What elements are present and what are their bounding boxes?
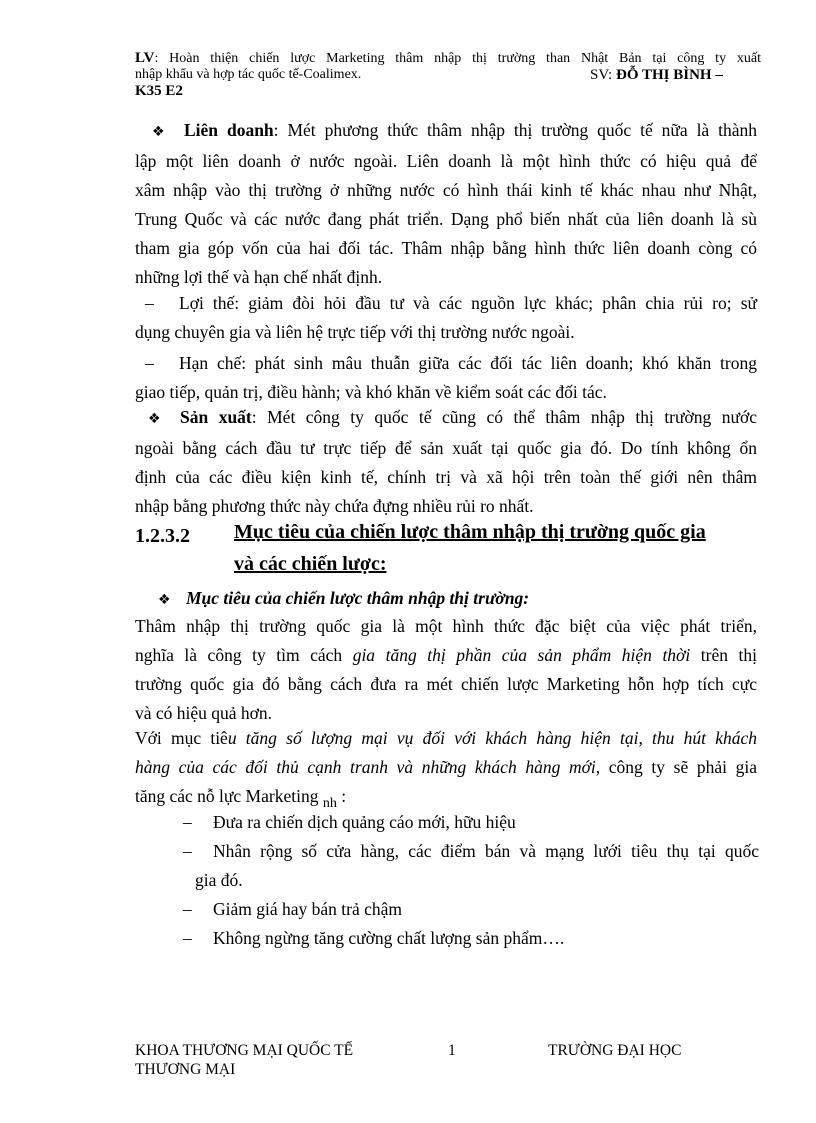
header-lv-label: LV bbox=[135, 50, 155, 66]
section-heading-title bbox=[234, 518, 764, 579]
para2-line-2-post: , công ty sẽ phải gia bbox=[595, 757, 757, 777]
han-che-line-1 bbox=[135, 349, 757, 378]
lien-doanh-line-3: xâm nhập vào thị trường ở những nước có hình thái kinh tế khác nhau như Nhật, bbox=[135, 180, 757, 200]
dash-bullet: – bbox=[183, 899, 192, 919]
footer-faculty-cont: THƯƠNG MẠI bbox=[135, 1061, 236, 1078]
para2-line-3-pre: tăng các nỗ lực Marketing bbox=[135, 786, 319, 806]
header-title-part1: : Hoàn thiện chiến lược Marketing thâm nhập thị trường than Nhật Bản tại công ty xuất bbox=[154, 51, 761, 66]
lien-doanh-term: Liên doanh bbox=[184, 120, 274, 140]
footer-right: TRƯỜNG ĐẠI HỌC bbox=[548, 1042, 682, 1059]
section-san-xuat bbox=[135, 403, 757, 521]
heading-line-2: và các chiến lược: bbox=[234, 553, 387, 575]
dash-bullet: – bbox=[145, 293, 154, 313]
list-item-continuation: gia đó. bbox=[195, 870, 243, 890]
para2-line-3-post: : bbox=[341, 786, 347, 806]
lien-doanh-line-5: tham gia góp vốn của hai đối tác. Thâm nhập bằng hình thức liên doanh còng có bbox=[135, 238, 757, 258]
diamond-bullet-icon: ❖ bbox=[158, 592, 171, 608]
para1-line-3: trường quốc gia đó bằng cách đưa ra mét chiến lược Marketing hỗn hợp tích cực bbox=[135, 674, 757, 694]
dash-bullet: – bbox=[183, 812, 192, 832]
subheading-text: Mục tiêu của chiến lược thâm nhập thị trường: bbox=[186, 588, 530, 608]
san-xuat-line-4: nhập bằng phương thức này chứa đựng nhiều rủi ro nhất. bbox=[135, 496, 534, 516]
list-item bbox=[183, 924, 759, 953]
para1-line-2-pre: nghĩa là công ty tìm cách bbox=[135, 645, 353, 665]
lien-doanh-line-6: những lợi thế và hạn chế nhất định. bbox=[135, 267, 383, 287]
header-student bbox=[590, 67, 723, 83]
dash-bullet: – bbox=[145, 353, 154, 373]
section-heading-number: 1.2.3.2 bbox=[135, 525, 190, 547]
header-line-2 bbox=[135, 67, 761, 83]
section-han-che bbox=[135, 349, 757, 407]
paragraph-1 bbox=[135, 612, 757, 728]
para1-line-1: Thâm nhập thị trường quốc gia là một hình thức đặc biệt của việc phát triển, bbox=[135, 616, 757, 636]
page-header bbox=[135, 50, 761, 100]
lien-doanh-text: : Mét phương thức thâm nhập thị trường quốc tế nữa là thành bbox=[273, 120, 758, 140]
header-student-name: ĐỖ THỊ BÌNH – bbox=[615, 67, 723, 83]
san-xuat-line-1 bbox=[135, 403, 757, 434]
para1-line-4: và có hiệu quả hơn. bbox=[135, 703, 273, 723]
loi-the-line-1 bbox=[135, 289, 757, 318]
list-item-text: Đưa ra chiến dịch quảng cáo mới, hữu hiệu bbox=[213, 812, 516, 832]
header-sv-label: SV: bbox=[590, 67, 613, 83]
para2-line-1 bbox=[135, 724, 757, 753]
para1-line-2-post: trên thị bbox=[690, 645, 757, 665]
bullet-list bbox=[183, 808, 759, 953]
loi-the-line-2: dụng chuyên gia và liên hệ trực tiếp với thị trường nước ngoài. bbox=[135, 322, 575, 342]
header-title-part2: nhập khẩu và hợp tác quốc tế-Coalimex. bbox=[135, 67, 362, 82]
lien-doanh-line-4: Trung Quốc và các nước đang phát triển. Dạng phổ biến nhất của liên doanh là sù bbox=[135, 209, 757, 229]
dash-bullet: – bbox=[183, 928, 192, 948]
diamond-bullet-icon: ❖ bbox=[152, 124, 165, 140]
header-line-1 bbox=[135, 50, 761, 67]
san-xuat-line-3: định của các điều kiện kinh tế, chính trị và xã hội trên toàn thế giới nên thâm bbox=[135, 467, 757, 487]
san-xuat-term: Sản xuất bbox=[180, 407, 252, 427]
han-che-text-1: Hạn chế: phát sinh mâu thuẫn giữa các đối tác liên doanh; khó khăn trong bbox=[179, 353, 757, 373]
san-xuat-line-2: ngoài bằng cách đầu tư trực tiếp để sản xuất tại quốc gia đó. Do tính không ổn bbox=[135, 438, 757, 458]
section-lien-doanh bbox=[135, 116, 757, 292]
lien-doanh-line-1 bbox=[135, 116, 757, 147]
list-item bbox=[183, 808, 759, 837]
list-item-text: Nhân rộng số cửa hàng, các điểm bán và mạng lưới tiêu thụ tại quốc bbox=[213, 841, 759, 861]
dash-bullet: – bbox=[183, 841, 192, 861]
header-class bbox=[135, 83, 761, 100]
han-che-line-2: giao tiếp, quản trị, điều hành; và khó khăn về kiểm soát các đối tác. bbox=[135, 382, 607, 402]
list-item bbox=[183, 895, 759, 924]
section-loi-the bbox=[135, 289, 757, 347]
footer-left bbox=[135, 1041, 353, 1079]
para1-line-2 bbox=[135, 641, 757, 670]
footer-faculty: KHOA THƯƠNG MẠI QUỐC TẾ bbox=[135, 1042, 354, 1059]
diamond-bullet-icon: ❖ bbox=[148, 411, 161, 427]
list-item-text: Không ngừng tăng cường chất lượng sản phẩm…. bbox=[213, 928, 565, 948]
para1-line-2-italic: gia tăng thị phần của sản phẩm hiện thời bbox=[352, 645, 691, 665]
para2-line-1-italic: u tăng số lượng mại vụ đối với khách hàng hiện tại, thu hút khách bbox=[227, 728, 757, 748]
loi-the-text-1: Lợi thế: giảm đòi hỏi đầu tư và các nguồn lực khác; phân chia rủi ro; sử bbox=[179, 293, 757, 313]
lien-doanh-line-2: lập một liên doanh ở nước ngoài. Liên doanh là một hình thức có hiệu quả để bbox=[135, 151, 757, 171]
para2-line-1-pre: Với mục tiê bbox=[135, 728, 228, 748]
list-item-text: Giảm giá hay bán trả chậm bbox=[213, 899, 403, 919]
para2-line-2-italic: hàng của các đối thủ cạnh tranh và những khách hàng mới bbox=[135, 757, 596, 777]
san-xuat-text: : Mét công ty quốc tế cũng có thể thâm nhập thị trường nước bbox=[251, 407, 757, 427]
subheading bbox=[158, 584, 758, 615]
page-number: 1 bbox=[448, 1042, 456, 1059]
heading-line-1: Mục tiêu của chiến lược thâm nhập thị trường quốc gia bbox=[234, 521, 706, 543]
list-item bbox=[183, 837, 759, 866]
header-class-label: K35 E2 bbox=[135, 83, 183, 99]
paragraph-2 bbox=[135, 724, 757, 813]
para2-line-3-sub: nh bbox=[322, 796, 337, 811]
para2-line-2 bbox=[135, 753, 757, 782]
